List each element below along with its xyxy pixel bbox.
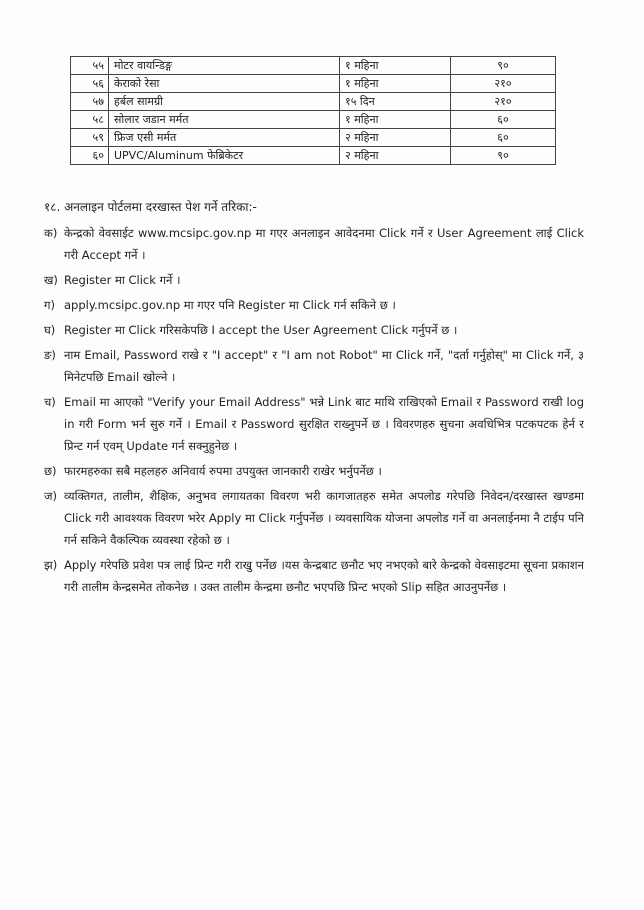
list-item xyxy=(44,554,584,598)
table-row xyxy=(71,111,556,129)
item-marker: ङ) xyxy=(44,348,56,362)
list-item xyxy=(44,319,584,341)
item-text: व्यक्तिगत, तालीम, शैक्षिक, अनुभव लगायतका विवरण भरी कागजातहरु समेत अपलोड गरेपछि निवेदन/दरखास्त खण्डमा Click गरी आवश्यक विवरण भरेर Apply मा Click गर्नुपर्नेछ । व्यवसायिक योजना अपलोड गर्ने वा अनलाईनमा नै टाईप पनि गर्न सकिने वैकल्पिक व्यवस्था रहेको छ । xyxy=(64,489,584,547)
item-text: Email मा आएको "Verify your Email Address" भन्ने Link बाट माथि राखिएको Email र Password राखी log in गरी Form भर्न सुरु गर्ने । Email र Password सुरक्षित राख्नुपर्ने छ । विवरणहरु सुचना अवधिभित्र पटकपटक हेर्न र प्रिन्ट गर्न एवम् Update गर्न सक्नुहुनेछ । xyxy=(64,395,584,453)
row-number: ५७ xyxy=(71,93,109,111)
training-name: केराको रेसा xyxy=(109,75,340,93)
list-item xyxy=(44,294,584,316)
training-fee: २१० xyxy=(451,93,556,111)
training-fee: ९० xyxy=(451,147,556,165)
item-marker: ख) xyxy=(44,273,58,287)
list-item xyxy=(44,460,584,482)
table-row xyxy=(71,129,556,147)
item-marker: क) xyxy=(44,226,58,240)
table-row xyxy=(71,93,556,111)
table-row xyxy=(71,75,556,93)
training-name: फ्रिज एसी मर्मत xyxy=(109,129,340,147)
training-table xyxy=(70,56,556,165)
item-text: Register मा Click गरिसकेपछि I accept the User Agreement Click गर्नुपर्ने छ । xyxy=(64,323,458,337)
item-text: फारमहरुका सबै महलहरु अनिवार्य रुपमा उपयुक्त जानकारी राखेर भर्नुपर्नेछ । xyxy=(64,464,382,478)
training-fee: ६० xyxy=(451,129,556,147)
item-text: Apply गरेपछि प्रवेश पत्र लाई प्रिन्ट गरी राखु पर्नेछ ।यस केन्द्रबाट छनौट भए नभएको बारे केन्द्रको वेवसाइटमा सूचना प्रकाशन गरी तालीम केन्द्रसमेत तोकनेछ । उक्त तालीम केन्द्रमा छनौट भएपछि प्रिन्ट भएको Slip सहित आउनुपर्नेछ । xyxy=(64,558,584,594)
item-marker: छ) xyxy=(44,464,57,478)
section-heading: १८. अनलाइन पोर्टलमा दरखास्त पेश गर्ने तरिका:- xyxy=(44,200,257,214)
item-text: नाम Email, Password राखे र "I accept" र "I am not Robot" मा Click गर्ने, "दर्ता गर्नुहोस्" मा Click गर्ने, ३ मिनेटपछि Email खोल्ने । xyxy=(64,348,584,384)
list-item xyxy=(44,344,584,388)
list-item xyxy=(44,222,584,266)
item-marker: च) xyxy=(44,395,56,409)
row-number: ५८ xyxy=(71,111,109,129)
training-duration: १ महिना xyxy=(340,111,451,129)
training-fee: २१० xyxy=(451,75,556,93)
item-text: Register मा Click गर्ने । xyxy=(64,273,181,287)
training-name: सोलार जडान मर्मत xyxy=(109,111,340,129)
row-number: ६० xyxy=(71,147,109,165)
list-item xyxy=(44,391,584,457)
training-name: हर्बल सामग्री xyxy=(109,93,340,111)
training-duration: २ महिना xyxy=(340,129,451,147)
training-duration: १ महिना xyxy=(340,75,451,93)
online-application-section xyxy=(44,196,584,601)
table-row xyxy=(71,147,556,165)
item-marker: घ) xyxy=(44,323,56,337)
row-number: ५५ xyxy=(71,57,109,75)
training-fee: ९० xyxy=(451,57,556,75)
training-fee: ६० xyxy=(451,111,556,129)
list-item xyxy=(44,269,584,291)
training-name: मोटर वायन्डिङ्ग xyxy=(109,57,340,75)
row-number: ५९ xyxy=(71,129,109,147)
item-text: apply.mcsipc.gov.np मा गएर पनि Register मा Click गर्न सकिने छ । xyxy=(64,298,396,312)
item-text: केन्द्रको वेवसाईट www.mcsipc.gov.np मा गएर अनलाइन आवेदनमा Click गर्ने र User Agreement लाई Click गरी Accept गर्ने । xyxy=(64,226,584,262)
training-name: UPVC/Aluminum फेब्रिकेटर xyxy=(109,147,340,165)
list-item xyxy=(44,485,584,551)
training-duration: १ महिना xyxy=(340,57,451,75)
training-duration: १५ दिन xyxy=(340,93,451,111)
training-duration: २ महिना xyxy=(340,147,451,165)
item-marker: ज) xyxy=(44,489,58,503)
row-number: ५६ xyxy=(71,75,109,93)
item-marker: ग) xyxy=(44,298,55,312)
item-marker: झ) xyxy=(44,558,58,572)
table-row xyxy=(71,57,556,75)
